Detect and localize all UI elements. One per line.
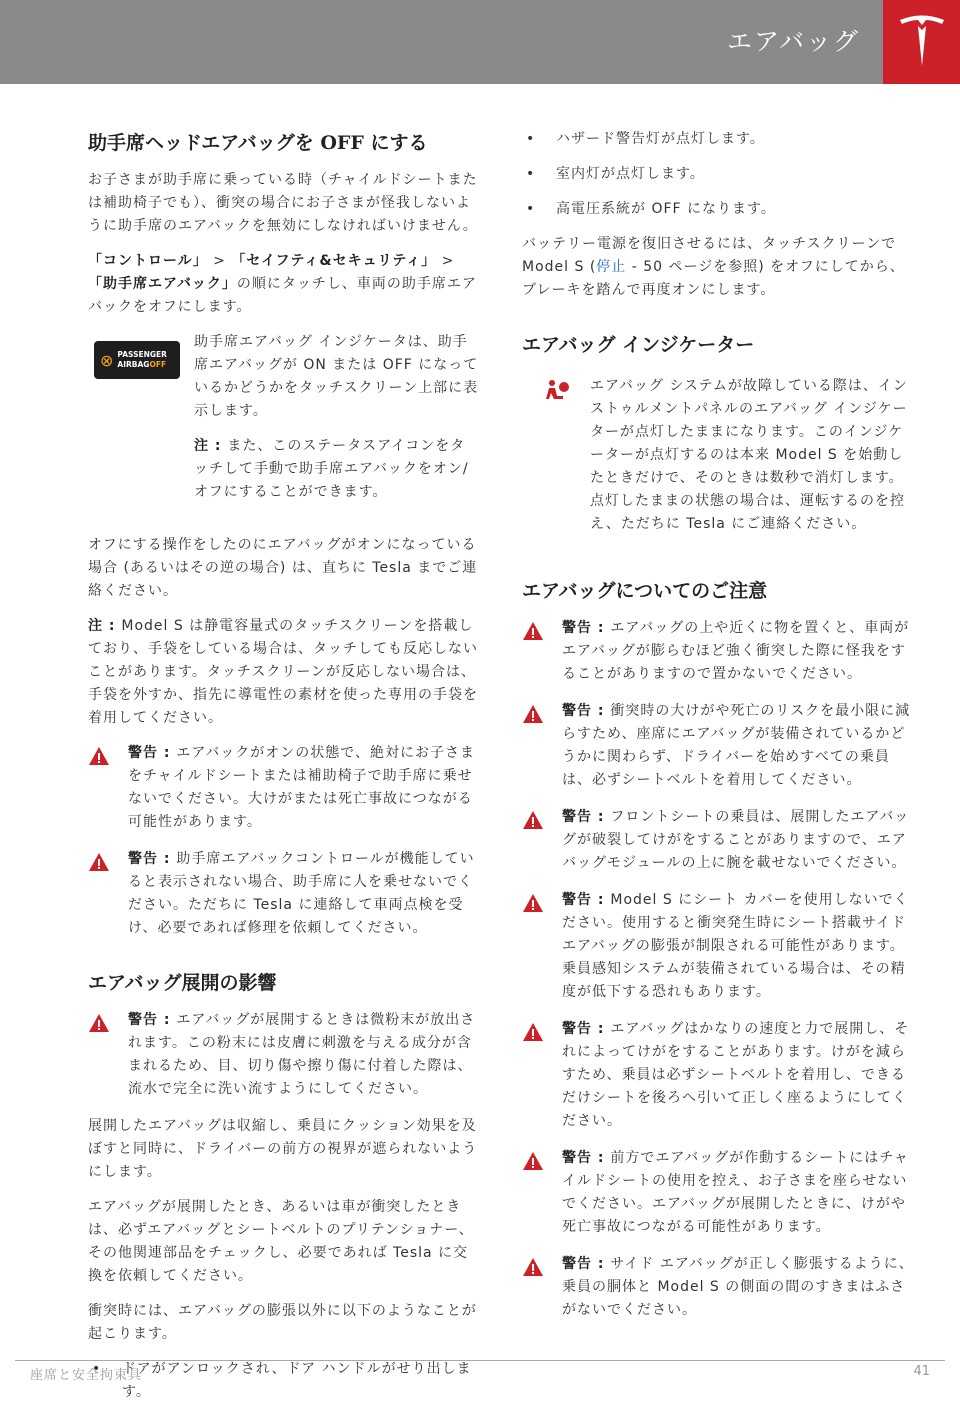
warning-icon [522, 806, 562, 875]
menu-path-safety: 「セイフティ&セキュリティ」 [231, 253, 437, 269]
warning-block [522, 1147, 914, 1239]
warning-text: エアバッグはかなりの速度と力で展開し、それによってけがをすることがあります。けがを減らすため、乗員は必ずシートベルトを着用し、できるだけシートを後ろへ引いて正しく座るようにしてください。 [562, 1021, 910, 1129]
footer-divider [15, 1360, 945, 1361]
paragraph: お子さまが助手席に乗っている時（チャイルドシートまたは補助椅子でも）、衝突の場合にお子さまが怪我しないように助手席のエアバックを無効にしなければいけません。 [88, 172, 478, 234]
icon-label-off: OFF [149, 360, 167, 369]
warning-icon [88, 1009, 128, 1101]
warning-label: 警告 : [562, 809, 611, 825]
list-item: • 高電圧系統が OFF になります。 [522, 198, 914, 221]
section-title-deployment-effects: エアバッグ展開の影響 [88, 972, 277, 994]
instruction-text: の順にタッチし、車両の助手席エアバックをオフにします。 [88, 276, 477, 315]
airbag-indicator-note [522, 375, 914, 548]
warning-label: 警告 : [562, 1021, 611, 1037]
note-label: 注 : [88, 618, 122, 634]
indicator-description-text: 助手席エアバッグ インジケータは、助手席エアバッグが ON または OFF になっているかどうかをタッチスクリーン上部に表示します。 [194, 334, 479, 419]
menu-path-passenger-airbag: 「助手席エアバック」 [88, 276, 237, 292]
indicator-note [88, 331, 480, 516]
path-separator: > [436, 253, 455, 269]
warning-label: 警告 : [562, 620, 611, 636]
warning-label: 警告 : [562, 892, 611, 908]
airbag-seat-icon: ⊗ [100, 350, 114, 370]
warning-label: 警告 : [562, 703, 611, 719]
crash-effects-list-continued [522, 128, 914, 221]
path-separator: > [207, 253, 232, 269]
note-body: また、このステータスアイコンをタッチして手動で助手席エアバックをオン/オフにすることができます。 [194, 438, 469, 500]
warning-block [88, 1009, 480, 1101]
warning-block [522, 1018, 914, 1133]
right-column [522, 128, 914, 1336]
warning-icon [522, 1018, 562, 1133]
section-title-airbag-indicator: エアバッグ インジケーター [522, 334, 755, 356]
warning-block [522, 700, 914, 792]
airbag-warning-indicator-icon [522, 375, 590, 548]
footer-section-name: 座席と安全拘束具 [30, 1368, 143, 1383]
warning-label: 警告 : [128, 851, 177, 867]
warning-text: フロントシートの乗員は、展開したエアバッグが破裂してけがをすることがありますので、エアバッグモジュールの上に腕を載せないでください。 [562, 809, 910, 871]
section-title-passenger-airbag-off: 助手席ヘッドエアバッグを OFF にする [88, 132, 428, 154]
warning-text: 助手席エアバックコントロールが機能していると表示されない場合、助手席に人を乗せないでください。ただちに Tesla に連絡して車両点検を受け、必要であれば修理を依頼してください。 [128, 851, 475, 936]
restore-text: - 50 ページを参照) をオフにしてから、ブレーキを踏んで再度オンにします。 [522, 259, 905, 298]
icon-label-airbag: AIRBAG [117, 360, 150, 369]
left-column [88, 128, 480, 1416]
paragraph: エアバッグが展開したとき、あるいは車が衝突したときは、必ずエアバッグとシートベルトのプリテンショナー、その他関連部品をチェックし、必要であれば Tesla に交換を依頼してください。 [88, 1199, 474, 1284]
warning-block [522, 617, 914, 686]
touchscreen-note [88, 615, 480, 730]
note-body: Model S は静電容量式のタッチスクリーンを搭載しており、手袋をしている場合は、タッチしても反応しないことがあります。タッチスクリーンが反応しない場合は、手袋を外すか、指先に導電性の素材を使った専用の手袋を着用してください。 [88, 618, 478, 726]
list-item: • 室内灯が点灯します。 [522, 163, 914, 186]
warning-text: サイド エアバッグが正しく膨張するように、乗員の胴体と Model S の側面の間のすきまはふさがないでください。 [562, 1256, 914, 1318]
page-header-title: エアバッグ [726, 27, 860, 56]
warning-icon [522, 617, 562, 686]
indicator-description [194, 331, 480, 516]
warning-label: 警告 : [128, 745, 177, 761]
warning-text: Model S にシート カバーを使用しないでください。使用すると衝突発生時にシート搭載サイド エアバッグの膨張が制限される可能性があります。乗員感知システムが装備されている場合は、その精度が低下する恐れもあります。 [562, 892, 909, 1000]
tesla-logo-icon [897, 12, 947, 68]
restore-power-paragraph [522, 233, 914, 302]
paragraph: 衝突時には、エアバッグの膨張以外に以下のようなことが起こります。 [88, 1303, 477, 1342]
warning-icon [522, 1147, 562, 1239]
list-item: • ハザード警告灯が点灯します。 [522, 128, 914, 151]
indicator-description-text: エアバッグ システムが故障している際は、インストゥルメントパネルのエアバッグ インジケーターが点灯したままになります。このインジケーターが点灯するのは本来 Model S を始動したときだけで、そのときは数秒で消灯します。点灯したままの状態の場合は、運転するのを控え、ただちに Tesla にご連絡ください。 [590, 378, 908, 532]
warning-text: エアバッグが展開するときは微粉末が放出されます。この粉末には皮膚に刺激を与える成分が含まれるため、目、切り傷や擦り傷に付着した際は、流水で完全に洗い流すようにしてください。 [128, 1012, 476, 1097]
warning-label: 警告 : [562, 1256, 611, 1272]
warning-icon [522, 1253, 562, 1322]
icon-label-line1: PASSENGER [117, 350, 167, 359]
warning-label: 警告 : [128, 1012, 177, 1028]
warning-label: 警告 : [562, 1150, 611, 1166]
warning-icon [88, 742, 128, 834]
warning-block [522, 1253, 914, 1322]
stop-page-link[interactable]: 停止 [596, 259, 627, 275]
footer-page-number: 41 [913, 1364, 930, 1379]
warning-text: エアバッグの上や近くに物を置くと、車両がエアバッグが膨らむほど強く衝突した際に怪我をすることがありますので置かないでください。 [562, 620, 910, 682]
indicator-note-text [194, 435, 480, 504]
warning-block [522, 889, 914, 1004]
crash-effects-list [88, 1358, 480, 1404]
menu-path-controls: 「コントロール」 [88, 253, 208, 269]
restore-text: バッテリー電源を復旧させるには、タッチスクリーンで Model S ( [522, 236, 897, 275]
warning-block [88, 742, 480, 834]
note-label: 注 : [194, 438, 228, 454]
warning-text: 前方でエアバッグが作動するシートにはチャイルドシートの使用を控え、お子さまを座らせないでください。エアバッグが展開したときに、けがや死亡事故につながる可能性があります。 [562, 1150, 909, 1235]
section-title-airbag-cautions: エアバッグについてのご注意 [522, 580, 768, 602]
tesla-logo [883, 0, 960, 84]
paragraph: オフにする操作をしたのにエアバッグがオンになっている場合 (あるいはその逆の場合) は、直ちに Tesla までご連絡ください。 [88, 537, 478, 599]
warning-text: エアバックがオンの状態で、絶対にお子さまをチャイルドシートまたは補助椅子で助手席に乗せないでください。大けがまたは死亡事故につながる可能性があります。 [128, 745, 475, 830]
instructions-paragraph [88, 250, 480, 319]
warning-block [522, 806, 914, 875]
warning-icon [522, 889, 562, 1004]
passenger-airbag-off-icon [94, 341, 180, 379]
warning-icon [88, 848, 128, 940]
warning-icon [522, 700, 562, 792]
list-item: • ドアがアンロックされ、ドア ハンドルがせり出します。 [88, 1358, 480, 1404]
warning-text: 衝突時の大けがや死亡のリスクを最小限に減らすため、座席にエアバッグが装備されているかどうかに関わらず、ドライバーを始めすべての乗員は、必ずシートベルトを着用してください。 [562, 703, 911, 788]
paragraph: 展開したエアバッグは収縮し、乗員にクッション効果を及ぼすと同時に、ドライバーの前方の視界が遮られないようにします。 [88, 1118, 478, 1180]
passenger-airbag-off-label [117, 350, 167, 370]
warning-block [88, 848, 480, 940]
